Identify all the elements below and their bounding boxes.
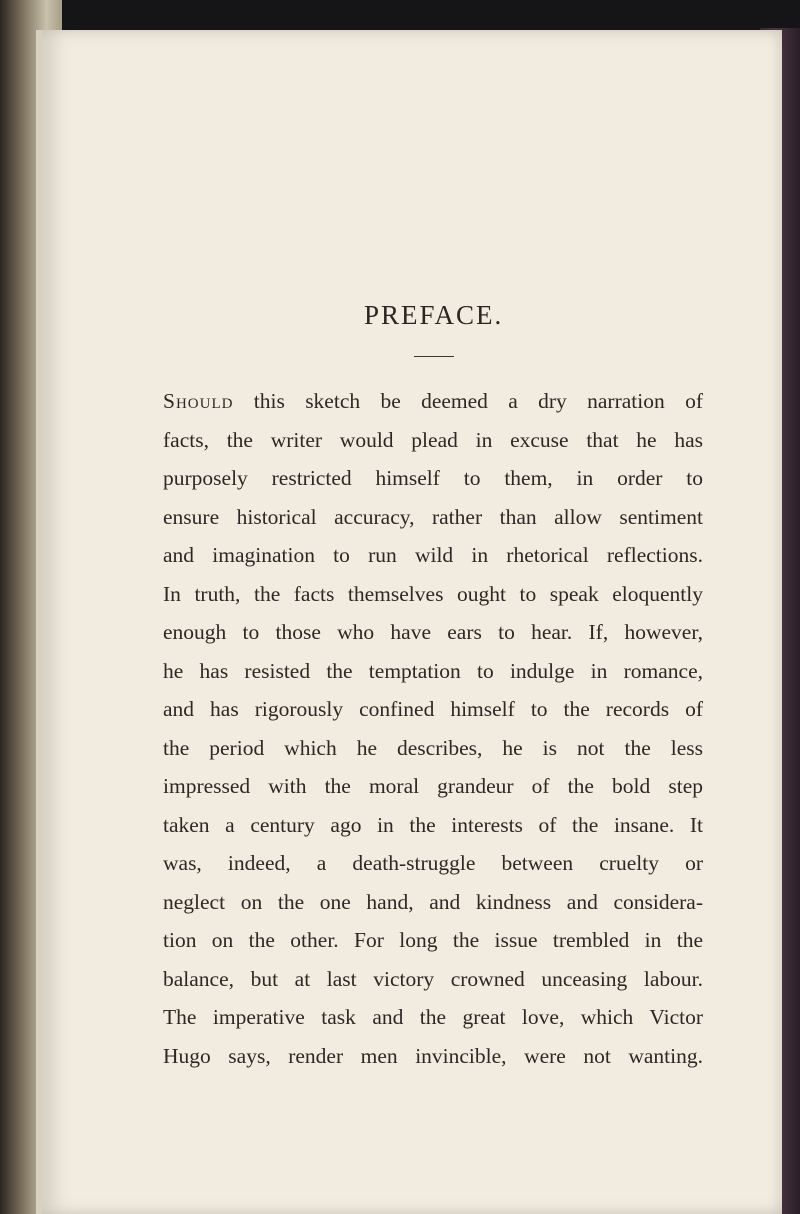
heading-rule [414,356,454,357]
text-line: The imperative task and the great love, which Victor [163,1005,703,1029]
text-line: enough to those who have ears to hear. If, however, [163,620,703,644]
text-line: balance, but at last victory crowned unceasing labour. [163,966,703,991]
text-line: Hugo says, render men invincible, were not wanting. [163,1043,703,1068]
text-line: was, indeed, a death-struggle between cruelty or [163,851,703,875]
text-line: facts, the writer would plead in excuse that he has [163,427,703,452]
drop-word: Should [163,389,234,413]
text-line: tion on the other. For long the issue trembled in the [163,928,703,952]
page-heading: PREFACE. [364,300,504,330]
text-line: taken a century ago in the interests of the insane. It [163,812,703,837]
text-line [163,382,703,421]
text-line: In truth, the facts themselves ought to speak eloquently [163,581,703,606]
text-line: ensure historical accuracy, rather than allow sentiment [163,504,703,529]
preface-body [163,382,703,1075]
text-line: he has resisted the temptation to indulge in romance, [163,658,703,683]
text-line: and has rigorously confined himself to the records of [163,697,703,721]
text-line: neglect on the one hand, and kindness and considera- [163,889,703,914]
text-line: purposely restricted himself to them, in order to [163,466,703,490]
text-line: the period which he describes, he is not the less [163,735,703,760]
text-line: impressed with the moral grandeur of the bold step [163,774,703,798]
book-page [36,30,782,1214]
text-line-rest: this sketch be deemed a dry narration of [233,389,703,413]
text-line: and imagination to run wild in rhetorical reflections. [163,543,703,567]
